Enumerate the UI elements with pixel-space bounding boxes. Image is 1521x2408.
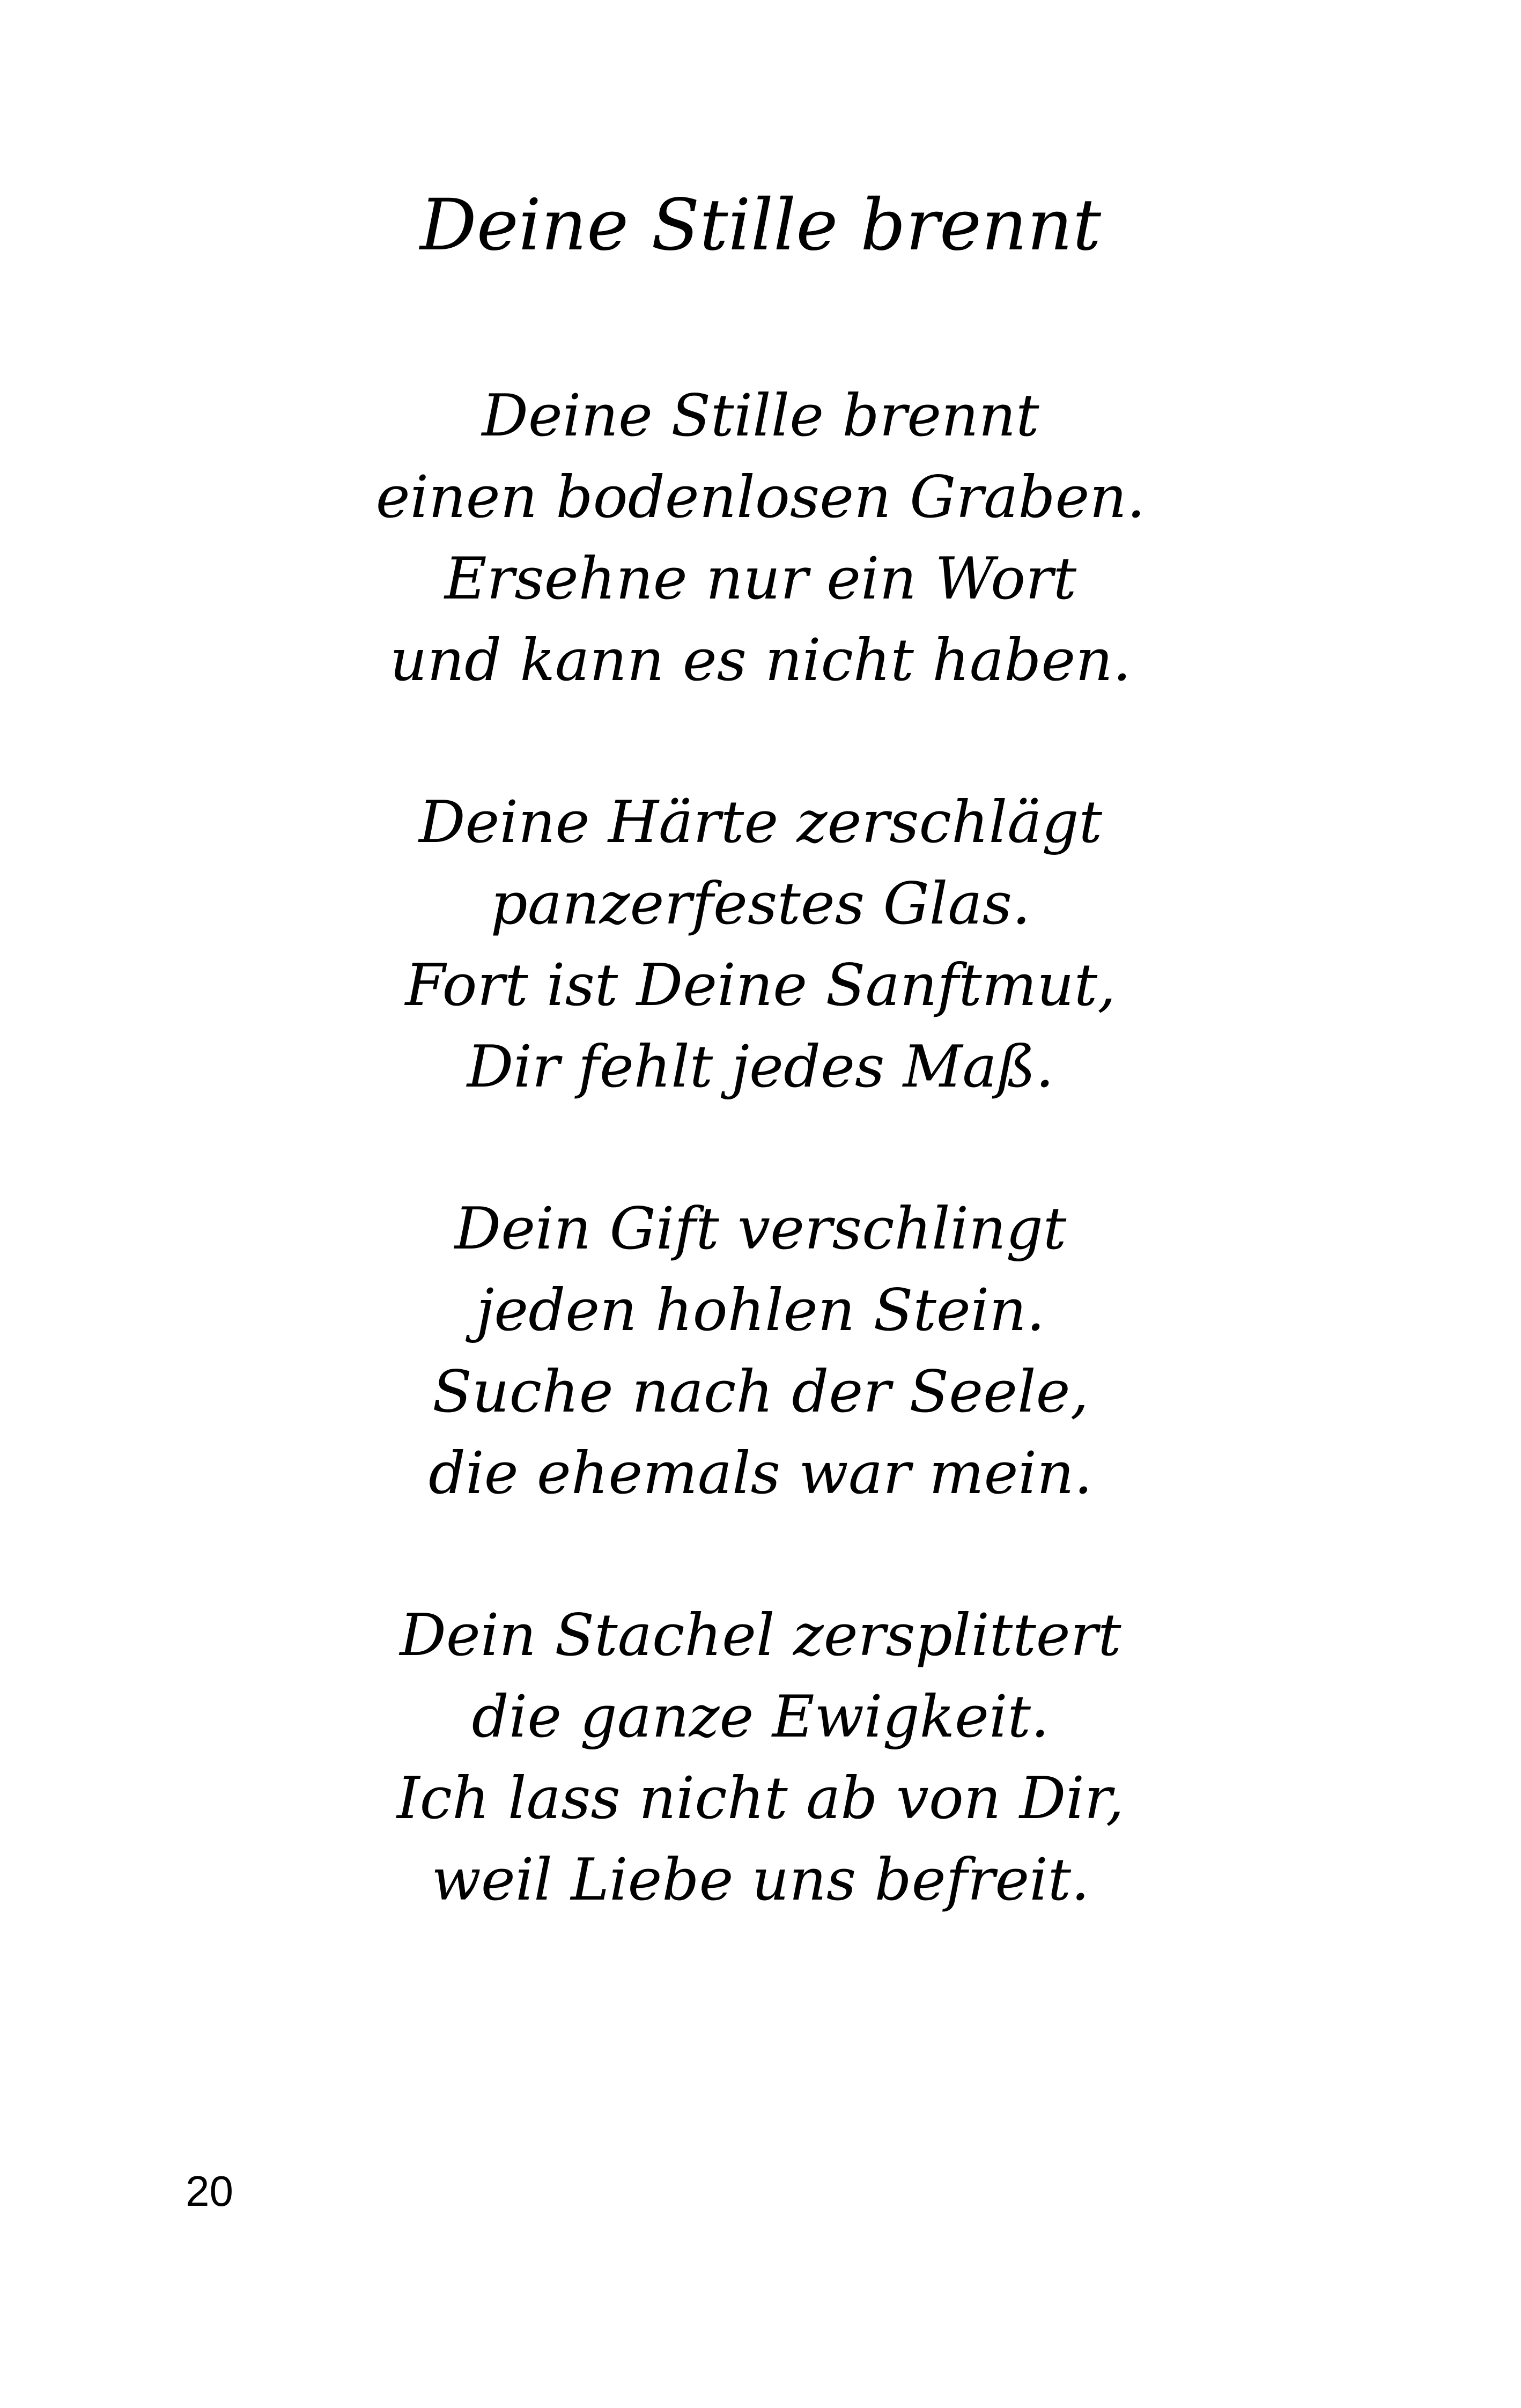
poem-line: Suche nach der Seele, — [432, 1358, 1089, 1425]
poem-line: die ganze Ewigkeit. — [471, 1683, 1050, 1750]
poem-line: Ersehne nur ein Wort — [444, 545, 1077, 612]
poem-line: Dein Gift verschlingt — [454, 1195, 1067, 1262]
poem-line: weil Liebe uns befreit. — [431, 1846, 1090, 1914]
poem-body — [0, 375, 1521, 2001]
stanza-1 — [0, 375, 1521, 701]
poem-line: die ehemals war mein. — [429, 1440, 1092, 1507]
poem-title: Deine Stille brennt — [419, 184, 1102, 267]
poem-line: Deine Härte zerschlägt — [418, 789, 1103, 856]
poem-line: Dir fehlt jedes Maß. — [467, 1033, 1054, 1100]
stanza-3 — [0, 1188, 1521, 1515]
poem-line: jeden hohlen Stein. — [476, 1277, 1045, 1344]
stanza-4 — [0, 1595, 1521, 1921]
page-number: 20 — [186, 2167, 233, 2215]
stanza-2 — [0, 782, 1521, 1108]
poem-line: und kann es nicht haben. — [389, 627, 1132, 694]
poem-line: einen bodenlosen Graben. — [375, 464, 1146, 531]
poem-line: Deine Stille brennt — [482, 382, 1039, 449]
poem-line: Fort ist Deine Sanftmut, — [405, 952, 1116, 1019]
poem-line: Ich lass nicht ab von Dir, — [396, 1765, 1124, 1832]
poem-line: Dein Stachel zersplittert — [400, 1602, 1121, 1669]
poem-line: panzerfestes Glas. — [490, 870, 1031, 937]
